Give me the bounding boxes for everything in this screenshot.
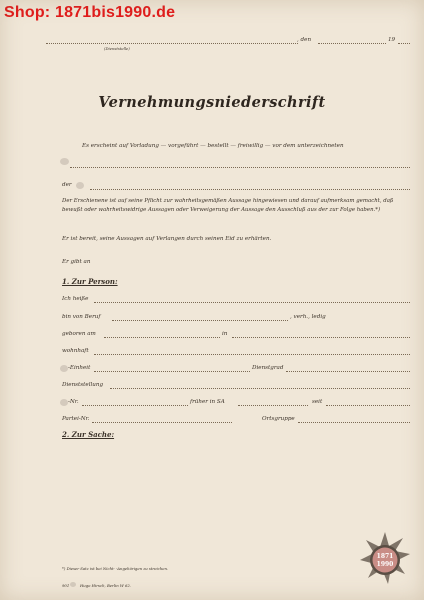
name-field-1: [70, 167, 410, 168]
er-gibt-an: Er gibt an: [62, 259, 91, 265]
dienstgrad-field: [286, 371, 410, 372]
ich-heisse-field: [94, 302, 410, 303]
dienstgrad-label: Dienstgrad: [252, 365, 284, 371]
year-prefix: 19: [388, 37, 396, 43]
year-field: [398, 43, 410, 44]
wohnhaft-label: wohnhaft: [62, 348, 89, 354]
ortsgruppe-label: Ortsgruppe: [262, 416, 295, 422]
partei-label: Partei-Nr.: [62, 416, 90, 422]
einheit-field: [94, 371, 250, 372]
partei-field: [92, 422, 232, 423]
beruf-label: bin von Beruf: [62, 314, 101, 320]
geburtsort-field: [232, 337, 410, 338]
printer-imprint: Hugo Hirsch, Berlin W 62.: [80, 583, 132, 588]
dienststellung-label: Dienststellung: [62, 382, 104, 388]
seit-label: seit: [312, 399, 323, 405]
geboren-field: [104, 337, 220, 338]
der-label: der: [62, 182, 72, 188]
form-title: Vernehmungsniederschrift: [98, 94, 326, 111]
dienststelle-field: [46, 43, 298, 44]
beruf-field: [112, 320, 288, 321]
frueher-label: früher in SA: [190, 399, 225, 405]
medal-face: [373, 548, 398, 573]
nr-label: -Nr.: [68, 399, 79, 405]
censored-mark: [60, 399, 68, 406]
medal-year-bottom: 1990: [376, 561, 394, 568]
sa-field: [238, 405, 308, 406]
wohnhaft-field: [94, 354, 410, 355]
einheit-label: -Einheit: [68, 365, 91, 371]
intro-line: Es erscheint auf Vorladung — vorgeführt — bestellt — freiwillig — vor dem unterzeichneten: [82, 143, 344, 149]
section-1-heading: 1. Zur Person:: [62, 277, 118, 286]
date-field: [318, 43, 386, 44]
shop-medal-logo: [358, 532, 412, 588]
footnote: *) Dieser Satz ist bei Nicht- -Angehörigen zu streichen.: [62, 566, 169, 571]
verh-ledig-label: , verh., ledig: [290, 314, 326, 320]
section-2-heading: 2. Zur Sache:: [62, 430, 115, 439]
dienststellung-field: [110, 388, 410, 389]
ich-heisse-label: Ich heiße: [62, 296, 89, 302]
censored-mark: [60, 365, 68, 372]
censored-mark: [70, 582, 76, 587]
ortsgruppe-field: [298, 422, 410, 423]
den-label: , den: [297, 37, 312, 43]
in-label: in: [222, 331, 228, 337]
statement-paragraph: Der Erschienene ist auf seine Pflicht zur wahrheitsgemäßen Aussage hingewiesen und darauf aufmerksam gemacht, daß bewußt oder wahrheitswidrige Aussagen oder Verweigerung der Aussage den Ausschluß aus der zur Folge haben.*): [62, 198, 394, 214]
geboren-label: geboren am: [62, 331, 96, 337]
censored-mark: [60, 158, 69, 165]
medal-year-top: 1871: [376, 553, 394, 560]
name-field-2: [90, 189, 410, 190]
seit-field: [326, 405, 410, 406]
dienststelle-label: (Dienststelle): [104, 46, 130, 51]
oath-line: Er ist bereit, seine Aussagen auf Verlangen durch seinen Eid zu erhärten.: [62, 236, 272, 242]
shop-watermark: Shop: 1871bis1990.de: [4, 4, 176, 21]
nr-field: [82, 405, 188, 406]
censored-mark: [76, 182, 84, 189]
form-number: 901: [62, 583, 70, 588]
